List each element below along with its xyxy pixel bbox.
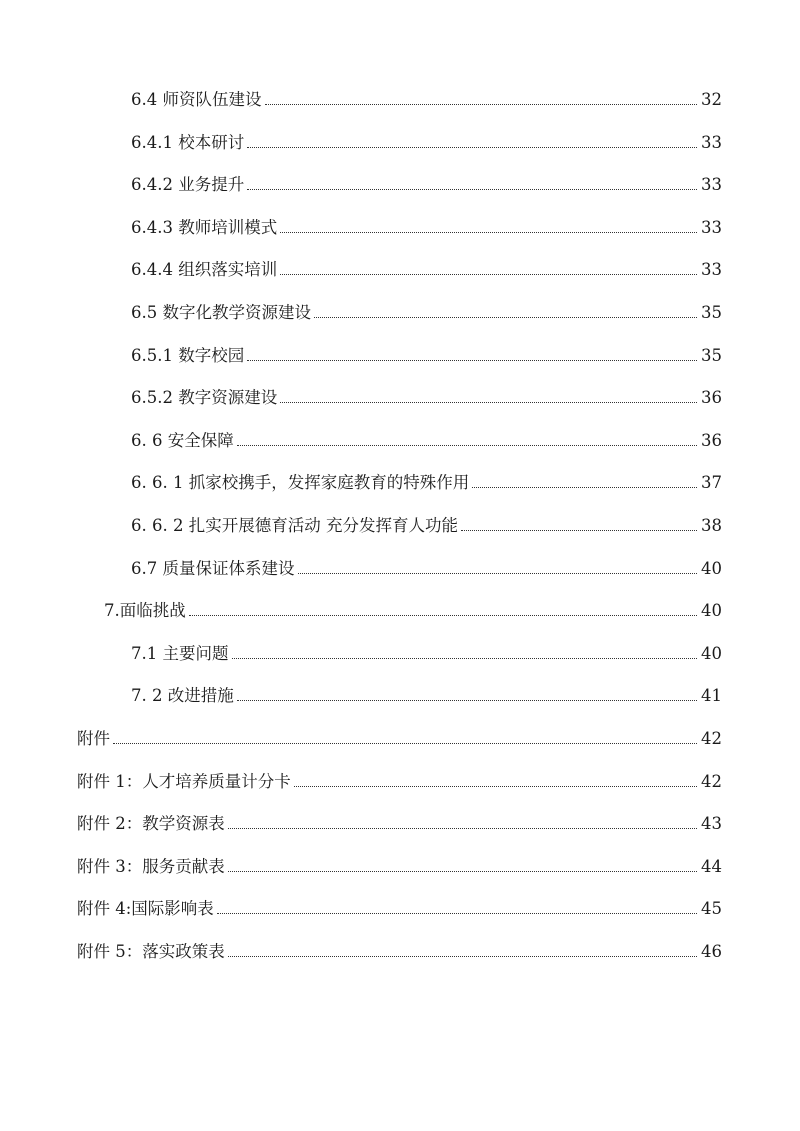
toc-entry-title: 6. 6. 2 扎实开展德育活动 充分发挥育人功能 bbox=[131, 515, 458, 535]
dot-leader bbox=[472, 487, 697, 488]
toc-entry-page-number: 35 bbox=[701, 302, 722, 322]
dot-leader bbox=[189, 615, 697, 616]
toc-entry-6-6[interactable] bbox=[0, 425, 800, 454]
toc-entry-title: 6.4 师资队伍建设 bbox=[131, 90, 262, 109]
dot-leader bbox=[461, 530, 697, 531]
toc-entry-page-number: 41 bbox=[701, 686, 722, 706]
toc-entry-page-number: 32 bbox=[701, 90, 722, 109]
toc-entry-page-number: 42 bbox=[701, 771, 722, 791]
toc-entry-6-5-1[interactable] bbox=[0, 340, 800, 369]
toc-entry-6-4[interactable] bbox=[0, 84, 800, 113]
toc-entry-title: 附件 5：落实政策表 bbox=[77, 941, 225, 961]
toc-entry-title: 附件 1：人才培养质量计分卡 bbox=[77, 771, 291, 791]
toc-entry-title: 6.4.4 组织落实培训 bbox=[131, 260, 278, 280]
toc-entry-title: 附件 bbox=[77, 728, 110, 748]
toc-entry-page-number: 36 bbox=[701, 388, 722, 408]
toc-entry-page-number: 40 bbox=[701, 643, 722, 663]
toc-entry-page-number: 40 bbox=[701, 601, 722, 621]
dot-leader bbox=[280, 232, 697, 233]
toc-entry-6-4-4[interactable] bbox=[0, 254, 800, 283]
toc-entry-title: 附件 4:国际影响表 bbox=[77, 899, 214, 919]
toc-entry-title: 6. 6 安全保障 bbox=[131, 430, 234, 450]
toc-entry-page-number: 45 bbox=[701, 899, 722, 919]
toc-entry-page-number: 40 bbox=[701, 558, 722, 578]
dot-leader bbox=[247, 189, 697, 190]
toc-entry-title: 7. 2 改进措施 bbox=[131, 686, 234, 706]
toc-entry-appendix[interactable] bbox=[0, 723, 800, 752]
dot-leader bbox=[294, 786, 697, 787]
toc-entry-6-4-1[interactable] bbox=[0, 127, 800, 156]
dot-leader bbox=[228, 871, 697, 872]
toc-entry-6-6-2[interactable] bbox=[0, 510, 800, 539]
toc-entry-page-number: 33 bbox=[701, 132, 722, 152]
toc-entry-title: 7.面临挑战 bbox=[104, 601, 186, 621]
toc-entry-page-number: 33 bbox=[701, 175, 722, 195]
toc-entry-6-4-2[interactable] bbox=[0, 169, 800, 198]
toc-entry-page-number: 46 bbox=[701, 941, 722, 961]
dot-leader bbox=[217, 913, 697, 914]
toc-entry-appendix-1[interactable] bbox=[0, 766, 800, 795]
toc-entry-appendix-4[interactable] bbox=[0, 893, 800, 922]
toc-entry-page-number: 43 bbox=[701, 814, 722, 834]
toc-entry-title: 6. 6. 1 抓家校携手，发挥家庭教育的特殊作用 bbox=[131, 473, 470, 493]
toc-entry-title: 6.7 质量保证体系建设 bbox=[131, 558, 295, 578]
toc-entry-title: 6.4.2 业务提升 bbox=[131, 175, 245, 195]
dot-leader bbox=[280, 274, 697, 275]
dot-leader bbox=[232, 658, 698, 659]
toc-entry-title: 6.5.1 数字校园 bbox=[131, 345, 245, 365]
toc-entry-7-2[interactable] bbox=[0, 680, 800, 709]
toc-entry-page-number: 33 bbox=[701, 217, 722, 237]
dot-leader bbox=[298, 573, 698, 574]
dot-leader bbox=[237, 445, 697, 446]
toc-entry-7[interactable] bbox=[0, 595, 800, 624]
dot-leader bbox=[265, 104, 698, 105]
toc-entry-6-5-2[interactable] bbox=[0, 382, 800, 411]
toc-entry-page-number: 44 bbox=[701, 856, 722, 876]
toc-entry-appendix-2[interactable] bbox=[0, 808, 800, 837]
dot-leader bbox=[113, 743, 697, 744]
toc-entry-page-number: 37 bbox=[701, 473, 722, 493]
toc-entry-page-number: 42 bbox=[701, 728, 722, 748]
toc-entry-title: 6.5 数字化教学资源建设 bbox=[131, 302, 311, 322]
toc-entry-page-number: 36 bbox=[701, 430, 722, 450]
dot-leader bbox=[280, 402, 697, 403]
toc-entry-title: 附件 2：教学资源表 bbox=[77, 814, 225, 834]
dot-leader bbox=[237, 700, 697, 701]
toc-entry-appendix-3[interactable] bbox=[0, 851, 800, 880]
toc-entry-page-number: 38 bbox=[701, 515, 722, 535]
toc-entry-6-4-3[interactable] bbox=[0, 212, 800, 241]
toc-entry-6-6-1[interactable] bbox=[0, 467, 800, 496]
dot-leader bbox=[247, 360, 697, 361]
toc-entry-title: 6.4.3 教师培训模式 bbox=[131, 217, 278, 237]
toc-entry-7-1[interactable] bbox=[0, 638, 800, 667]
table-of-contents bbox=[0, 84, 800, 978]
toc-entry-title: 6.5.2 教字资源建设 bbox=[131, 388, 278, 408]
toc-entry-6-7[interactable] bbox=[0, 553, 800, 582]
toc-entry-page-number: 35 bbox=[701, 345, 722, 365]
toc-entry-appendix-5[interactable] bbox=[0, 936, 800, 965]
toc-entry-title: 7.1 主要问题 bbox=[131, 643, 229, 663]
dot-leader bbox=[247, 147, 697, 148]
dot-leader bbox=[228, 828, 697, 829]
dot-leader bbox=[228, 956, 697, 957]
toc-entry-page-number: 33 bbox=[701, 260, 722, 280]
dot-leader bbox=[314, 317, 697, 318]
toc-entry-title: 附件 3：服务贡献表 bbox=[77, 856, 225, 876]
toc-entry-title: 6.4.1 校本研讨 bbox=[131, 132, 245, 152]
toc-entry-6-5[interactable] bbox=[0, 297, 800, 326]
